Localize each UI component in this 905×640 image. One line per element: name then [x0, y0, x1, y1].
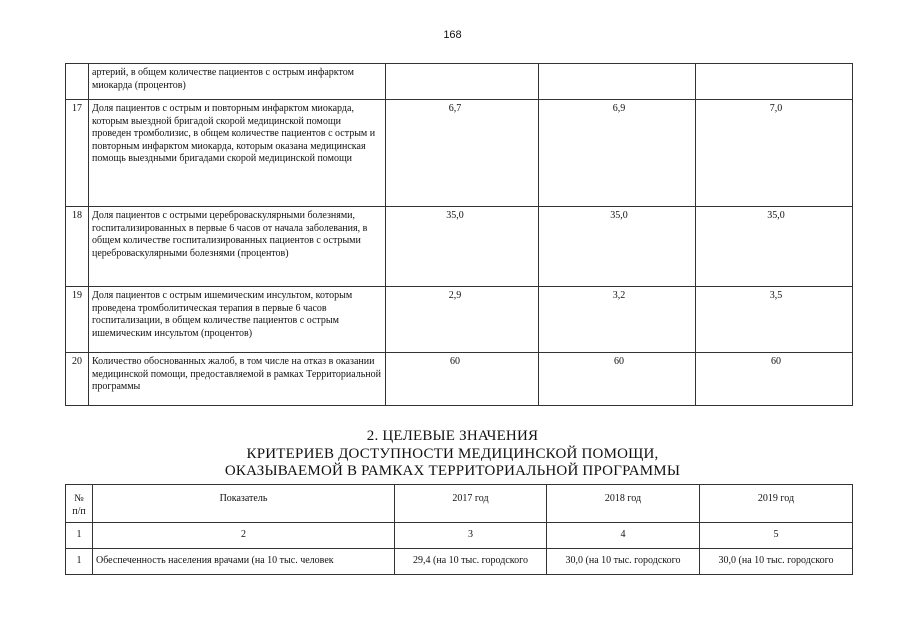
value-2018: 35,0 — [610, 210, 628, 221]
value-2019: 30,0 (на 10 тыс. городского — [700, 549, 853, 575]
column-index-row — [66, 523, 853, 549]
value-2017 — [386, 64, 539, 100]
value-2017: 35,0 — [446, 210, 464, 221]
value-2017: 6,7 — [448, 103, 462, 114]
column-index-2: 2 — [93, 523, 395, 549]
value-2019: 60 — [771, 356, 781, 367]
indicator-text: Доля пациентов с острым и повторным инфарктом миокарда, которым выездной бригадой скорой медицинской помощи проведен тромболизис, в общем количестве пациентов с острым и повторным инфарктом миокарда, которым оказана медицинская помощь выездными бригадами скорой медицинской помощи — [89, 100, 386, 207]
value-2018: 6,9 — [612, 103, 626, 114]
indicators-table-continued — [65, 63, 853, 406]
table-row — [66, 287, 853, 353]
table-row — [66, 549, 853, 575]
header-number — [66, 485, 93, 523]
value-2018: 60 — [614, 356, 624, 367]
value-2019: 3,5 — [769, 290, 783, 301]
header-number-line-2: п/п — [72, 505, 86, 517]
header-2019: 2019 год — [700, 485, 853, 523]
value-2018: 3,2 — [612, 290, 626, 301]
value-2017: 60 — [450, 356, 460, 367]
table-header-row — [66, 485, 853, 523]
value-2019: 35,0 — [767, 210, 785, 221]
table-row — [66, 353, 853, 406]
section-title-line-1: 2. ЦЕЛЕВЫЕ ЗНАЧЕНИЯ — [366, 428, 539, 444]
header-2017: 2017 год — [395, 485, 547, 523]
table-row — [66, 64, 853, 100]
row-number — [66, 64, 89, 100]
value-2017: 29,4 (на 10 тыс. городского — [395, 549, 547, 575]
section-title-line-3: ОКАЗЫВАЕМОЙ В РАМКАХ ТЕРРИТОРИАЛЬНОЙ ПРОГРАММЫ — [224, 463, 681, 479]
value-2019 — [696, 64, 853, 100]
row-number: 1 — [66, 549, 93, 575]
value-2017: 2,9 — [448, 290, 462, 301]
value-2018: 30,0 (на 10 тыс. городского — [547, 549, 700, 575]
indicator-text: Количество обоснованных жалоб, в том числе на отказ в оказании медицинской помощи, предоставляемой в рамках Территориальной программы — [89, 353, 386, 406]
column-index-4: 4 — [547, 523, 700, 549]
row-number: 20 — [66, 353, 89, 406]
row-number: 17 — [66, 100, 89, 207]
table-row — [66, 207, 853, 287]
indicator-text: Доля пациентов с острыми цереброваскулярными болезнями, госпитализированных в первые 6 часов от начала заболевания, в общем количестве госпитализированных пациентов с острыми цереброваскулярными болезнями (процентов) — [89, 207, 386, 287]
row-number: 19 — [66, 287, 89, 353]
header-2018: 2018 год — [547, 485, 700, 523]
table-row — [66, 100, 853, 207]
column-index-5: 5 — [700, 523, 853, 549]
accessibility-criteria-table — [65, 484, 853, 575]
column-index-3: 3 — [395, 523, 547, 549]
value-2018 — [539, 64, 696, 100]
indicator-text: Обеспеченность населения врачами (на 10 тыс. человек — [93, 549, 395, 575]
indicator-text: Доля пациентов с острым ишемическим инсультом, которым проведена тромболитическая терапия в первые 6 часов госпитализации, в общем количестве пациентов с острым ишемическим инсультом (процентов) — [89, 287, 386, 353]
page-number: 168 — [443, 29, 462, 41]
indicator-text: артерий, в общем количестве пациентов с острым инфарктом миокарда (процентов) — [89, 64, 386, 100]
column-index-1: 1 — [66, 523, 93, 549]
value-2019: 7,0 — [769, 103, 783, 114]
header-number-line-1: № — [74, 493, 84, 504]
header-indicator: Показатель — [93, 485, 395, 523]
section-title-line-2: КРИТЕРИЕВ ДОСТУПНОСТИ МЕДИЦИНСКОЙ ПОМОЩИ, — [246, 446, 659, 462]
row-number: 18 — [66, 207, 89, 287]
